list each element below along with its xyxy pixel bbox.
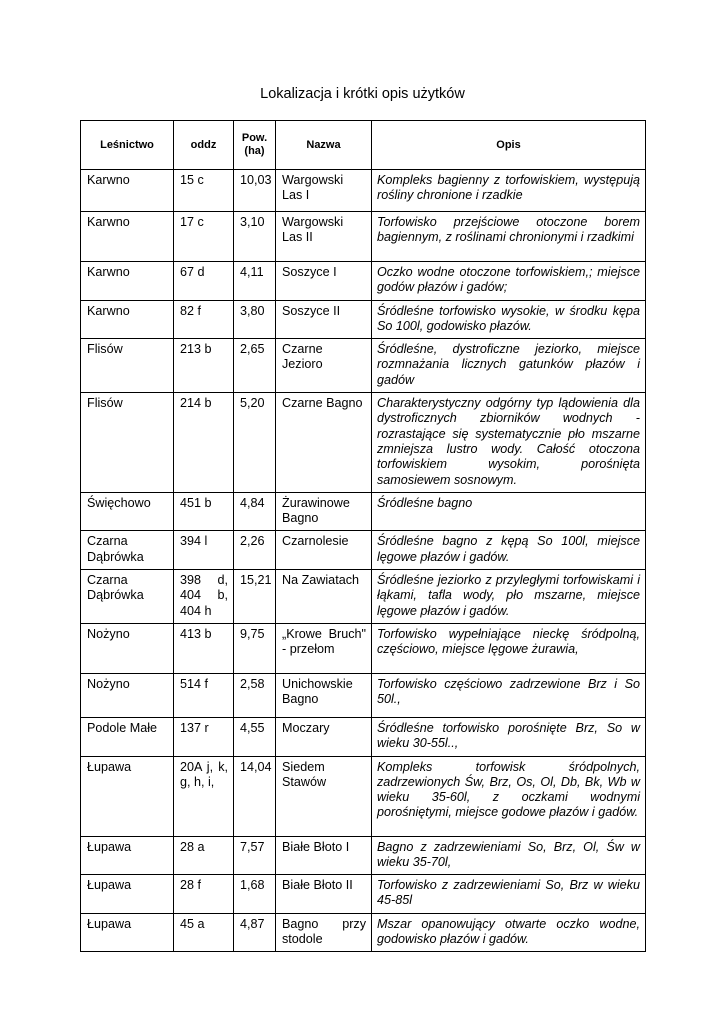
cell-nazwa: Na Zawiatach: [276, 570, 372, 624]
table-row: [81, 300, 646, 339]
cell-lesnictwo: Karwno: [81, 262, 174, 301]
cell-lesnictwo: Podole Małe: [81, 717, 174, 756]
cell-opis: Śródleśne bagno z kępą So 100l, miejsce lęgowe płazów i gadów.: [372, 531, 646, 570]
cell-lesnictwo: Karwno: [81, 170, 174, 212]
cell-nazwa: Wargowski Las II: [276, 212, 372, 262]
cell-lesnictwo: Czarna Dąbrówka: [81, 570, 174, 624]
cell-nazwa: Białe Błoto I: [276, 836, 372, 875]
cell-oddz: 514 f: [174, 673, 234, 717]
cell-opis: Oczko wodne otoczone torfowiskiem,; miejsce godów płazów i gadów;: [372, 262, 646, 301]
cell-opis: Śródleśne jeziorko z przyległymi torfowiskami i łąkami, tafla wody, pło mszarne, miejsce lęgowe płazów i gadów.: [372, 570, 646, 624]
cell-opis: Torfowisko częściowo zadrzewione Brz i So 50l.,: [372, 673, 646, 717]
cell-nazwa: Siedem Stawów: [276, 756, 372, 836]
table-row: [81, 393, 646, 493]
cell-lesnictwo: Czarna Dąbrówka: [81, 531, 174, 570]
cell-pow: 1,68: [234, 875, 276, 914]
cell-opis: Torfowisko wypełniające nieckę śródpolną, częściowo, miejsce lęgowe żurawia,: [372, 623, 646, 673]
cell-oddz: 214 b: [174, 393, 234, 493]
cell-opis: Kompleks torfowisk śródpolnych, zadrzewionych Św, Brz, Os, Ol, Db, Bk, Wb w wieku 35-60l, z oczkami wodnymi porośniętymi, miejsce godowe płazów i gadów.: [372, 756, 646, 836]
header-nazwa: Nazwa: [276, 121, 372, 170]
cell-pow: 4,55: [234, 717, 276, 756]
cell-lesnictwo: Nożyno: [81, 623, 174, 673]
cell-nazwa: Soszyce I: [276, 262, 372, 301]
cell-pow: 2,58: [234, 673, 276, 717]
cell-lesnictwo: Flisów: [81, 339, 174, 393]
cell-nazwa: Bagno przy stodole: [276, 913, 372, 952]
page-title: Lokalizacja i krótki opis użytków: [260, 86, 465, 102]
cell-lesnictwo: Łupawa: [81, 875, 174, 914]
cell-opis: Torfowisko przejściowe otoczone borem bagiennym, z roślinami chronionymi i rzadkimi: [372, 212, 646, 262]
header-lesnictwo: Leśnictwo: [81, 121, 174, 170]
cell-opis: Kompleks bagienny z torfowiskiem, występują rośliny chronione i rzadkie: [372, 170, 646, 212]
cell-lesnictwo: Święchowo: [81, 492, 174, 531]
cell-opis: Charakterystyczny odgórny typ lądowienia dla dystroficznych zbiorników wodnych - rozrastające się systematycznie pło mszarne zmniejsza lustro wody. Całość otoczona torfowiskiem wysokim, porośnięta samosiewem sosnowym.: [372, 393, 646, 493]
cell-pow: 4,84: [234, 492, 276, 531]
cell-pow: 2,65: [234, 339, 276, 393]
cell-nazwa: Unichowskie Bagno: [276, 673, 372, 717]
cell-pow: 7,57: [234, 836, 276, 875]
table-row: [81, 913, 646, 952]
table-row: [81, 492, 646, 531]
cell-oddz: 15 c: [174, 170, 234, 212]
cell-oddz: 67 d: [174, 262, 234, 301]
cell-oddz: 413 b: [174, 623, 234, 673]
cell-opis: Bagno z zadrzewieniami So, Brz, Ol, Św w wieku 35-70l,: [372, 836, 646, 875]
table-row: [81, 623, 646, 673]
cell-oddz: 82 f: [174, 300, 234, 339]
cell-nazwa: Czarnolesie: [276, 531, 372, 570]
cell-nazwa: Czarne Bagno: [276, 393, 372, 493]
table-row: [81, 531, 646, 570]
cell-opis: Śródleśne bagno: [372, 492, 646, 531]
table-row: [81, 339, 646, 393]
cell-oddz: 137 r: [174, 717, 234, 756]
table-row: [81, 756, 646, 836]
cell-opis: Torfowisko z zadrzewieniami So, Brz w wieku 45-85l: [372, 875, 646, 914]
cell-opis: Mszar opanowujący otwarte oczko wodne, godowisko płazów i gadów.: [372, 913, 646, 952]
table-row: [81, 836, 646, 875]
cell-pow: 14,04: [234, 756, 276, 836]
header-oddz: oddz: [174, 121, 234, 170]
table-row: [81, 570, 646, 624]
table-row: [81, 170, 646, 212]
cell-nazwa: Moczary: [276, 717, 372, 756]
table-row: [81, 717, 646, 756]
header-opis: Opis: [372, 121, 646, 170]
cell-oddz: 398 d, 404 b, 404 h: [174, 570, 234, 624]
cell-oddz: 45 a: [174, 913, 234, 952]
cell-pow: 2,26: [234, 531, 276, 570]
table-row: [81, 875, 646, 914]
cell-opis: Śródleśne torfowisko wysokie, w środku kępa So 100l, godowisko płazów.: [372, 300, 646, 339]
cell-pow: 4,87: [234, 913, 276, 952]
cell-nazwa: Czarne Jezioro: [276, 339, 372, 393]
header-pow: Pow. (ha): [234, 121, 276, 170]
cell-nazwa: Soszyce II: [276, 300, 372, 339]
table-header-row: [81, 121, 646, 170]
cell-lesnictwo: Łupawa: [81, 913, 174, 952]
cell-lesnictwo: Flisów: [81, 393, 174, 493]
table-row: [81, 262, 646, 301]
land-use-table: [80, 120, 646, 952]
cell-nazwa: Wargowski Las I: [276, 170, 372, 212]
cell-lesnictwo: Karwno: [81, 212, 174, 262]
table-row: [81, 212, 646, 262]
cell-opis: Śródleśne torfowisko porośnięte Brz, So w wieku 30-55l..,: [372, 717, 646, 756]
cell-pow: 9,75: [234, 623, 276, 673]
cell-pow: 3,80: [234, 300, 276, 339]
cell-oddz: 213 b: [174, 339, 234, 393]
cell-opis: Śródleśne, dystroficzne jeziorko, miejsce rozmnażania licznych gatunków płazów i gadów: [372, 339, 646, 393]
table-row: [81, 673, 646, 717]
cell-lesnictwo: Łupawa: [81, 836, 174, 875]
cell-lesnictwo: Karwno: [81, 300, 174, 339]
cell-nazwa: Żurawinowe Bagno: [276, 492, 372, 531]
cell-oddz: 394 l: [174, 531, 234, 570]
cell-pow: 15,21: [234, 570, 276, 624]
cell-lesnictwo: Łupawa: [81, 756, 174, 836]
cell-oddz: 28 f: [174, 875, 234, 914]
cell-nazwa: Białe Błoto II: [276, 875, 372, 914]
cell-lesnictwo: Nożyno: [81, 673, 174, 717]
cell-oddz: 17 c: [174, 212, 234, 262]
cell-oddz: 451 b: [174, 492, 234, 531]
cell-pow: 5,20: [234, 393, 276, 493]
cell-oddz: 20A j, k, g, h, i,: [174, 756, 234, 836]
cell-nazwa: „Krowe Bruch" - przełom: [276, 623, 372, 673]
cell-pow: 3,10: [234, 212, 276, 262]
cell-pow: 4,11: [234, 262, 276, 301]
cell-pow: 10,03: [234, 170, 276, 212]
cell-oddz: 28 a: [174, 836, 234, 875]
